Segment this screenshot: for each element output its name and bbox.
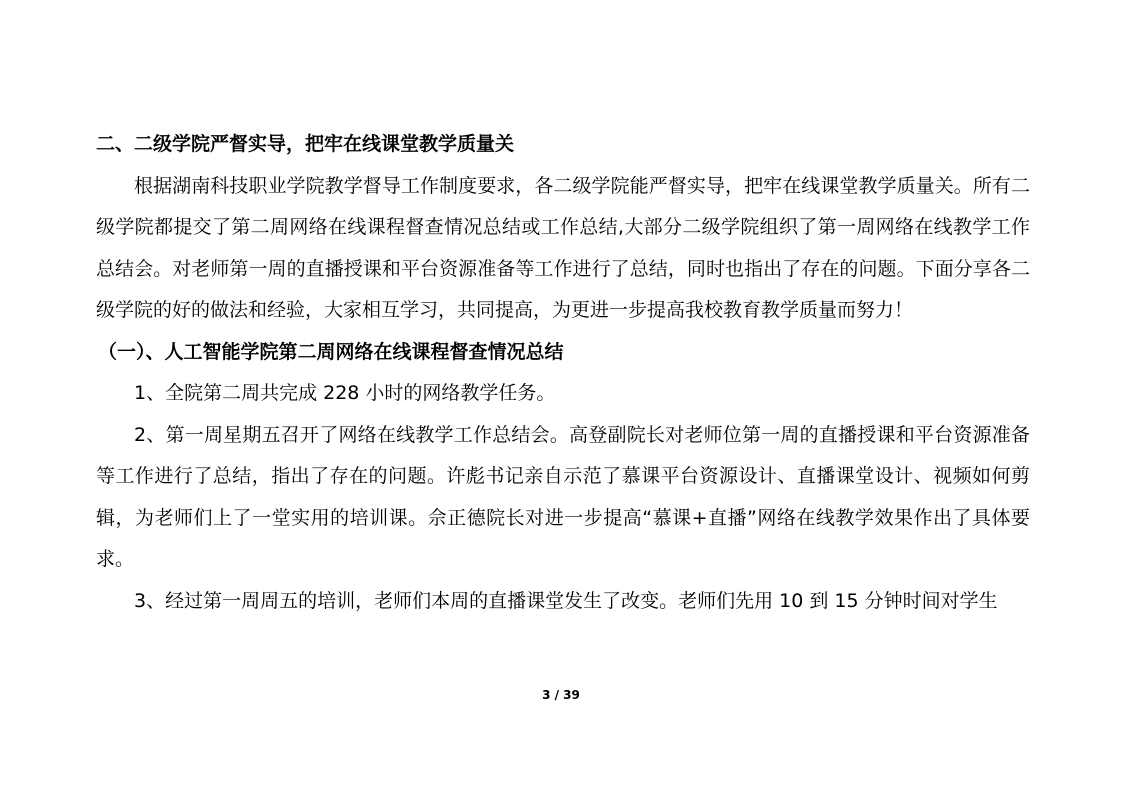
list-item-2: 2、第一周星期五召开了网络在线教学工作总结会。高登副院长对老师位第一周的直播授课和平台资源准备等工作进行了总结，指出了存在的问题。许彪书记亲自示范了慕课平台资源设计、直播课堂设计、视频如何剪辑，为老师们上了一堂实用的培训课。佘正德院长对进一步提高“慕课+直播”网络在线教学效果作出了具体要求。 xyxy=(96,423,1030,570)
intro-paragraph: 根据湖南科技职业学院教学督导工作制度要求，各二级学院能严督实导，把牢在线课堂教学质量关。所有二级学院都提交了第二周网络在线课程督查情况总结或工作总结,大部分二级学院组织了第一周网络在线教学工作总结会。对老师第一周的直播授课和平台资源准备等工作进行了总结，同时也指出了存在的问题。下面分享各二级学院的好的做法和经验，大家相互学习，共同提高，为更进一步提高我校教育教学质量而努力！ xyxy=(96,174,1030,321)
document-body xyxy=(96,124,1030,622)
list-item-1: 1、全院第二周共完成 228 小时的网络教学任务。 xyxy=(134,382,556,404)
list-item-3: 3、经过第一周周五的培训，老师们本周的直播课堂发生了改变。老师们先用 10 到 15 分钟时间对学生 xyxy=(134,589,998,612)
subsection-heading: （一）、人工智能学院第二周网络在线课程督查情况总结 xyxy=(98,340,564,363)
section-heading: 二、二级学院严督实导，把牢在线课堂教学质量关 xyxy=(96,133,515,155)
page-number: 3 / 39 xyxy=(542,688,580,702)
